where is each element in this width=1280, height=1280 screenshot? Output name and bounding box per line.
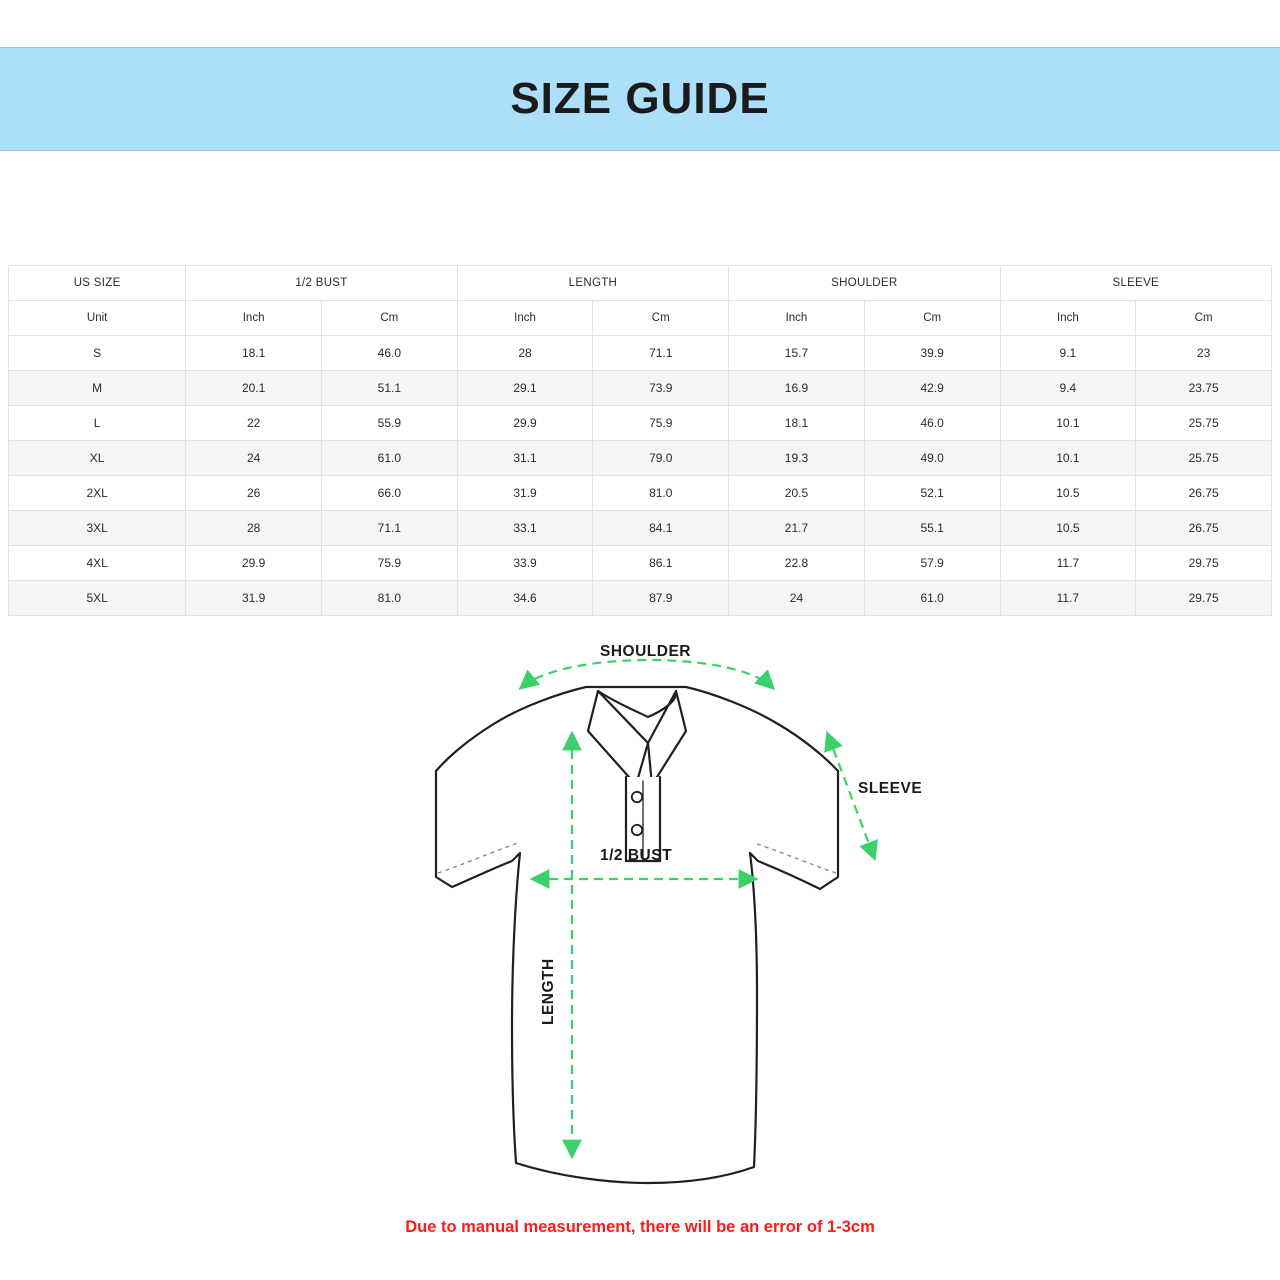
measure-cell: 81.0: [321, 581, 457, 616]
measure-cell: 55.1: [864, 511, 1000, 546]
page-title: SIZE GUIDE: [510, 74, 770, 123]
unit-sleeve-cm: Cm: [1136, 301, 1272, 336]
measure-cell: 49.0: [864, 441, 1000, 476]
unit-label: Unit: [9, 301, 186, 336]
measurement-disclaimer: Due to manual measurement, there will be an error of 1-3cm: [405, 1218, 875, 1236]
unit-shoulder-cm: Cm: [864, 301, 1000, 336]
measure-cell: 11.7: [1000, 581, 1136, 616]
measure-cell: 29.1: [457, 371, 593, 406]
measure-cell: 42.9: [864, 371, 1000, 406]
measure-cell: 73.9: [593, 371, 729, 406]
table-row: [9, 371, 1272, 406]
shoulder-measure-arrow: [522, 660, 772, 687]
table-row: [9, 441, 1272, 476]
measure-cell: 23: [1136, 336, 1272, 371]
measure-cell: 11.7: [1000, 546, 1136, 581]
measure-cell: 33.1: [457, 511, 593, 546]
table-row: [9, 581, 1272, 616]
measure-cell: 25.75: [1136, 441, 1272, 476]
measure-cell: 28: [186, 511, 322, 546]
measure-cell: 23.75: [1136, 371, 1272, 406]
measure-cell: 39.9: [864, 336, 1000, 371]
table-row: [9, 476, 1272, 511]
unit-sleeve-inch: Inch: [1000, 301, 1136, 336]
measure-cell: 29.75: [1136, 581, 1272, 616]
unit-length-cm: Cm: [593, 301, 729, 336]
measure-cell: 75.9: [593, 406, 729, 441]
measure-cell: 81.0: [593, 476, 729, 511]
measure-cell: 10.5: [1000, 511, 1136, 546]
measure-cell: 33.9: [457, 546, 593, 581]
measure-cell: 18.1: [729, 406, 865, 441]
measure-cell: 21.7: [729, 511, 865, 546]
unit-bust-cm: Cm: [321, 301, 457, 336]
measure-cell: 31.9: [186, 581, 322, 616]
size-label-cell: XL: [9, 441, 186, 476]
measure-cell: 24: [729, 581, 865, 616]
size-guide-banner: [0, 47, 1280, 151]
size-label-cell: 4XL: [9, 546, 186, 581]
table-row: [9, 546, 1272, 581]
measure-cell: 20.5: [729, 476, 865, 511]
label-bust: 1/2 BUST: [600, 847, 673, 864]
measure-cell: 61.0: [864, 581, 1000, 616]
measure-cell: 46.0: [864, 406, 1000, 441]
measure-cell: 71.1: [593, 336, 729, 371]
group-header-sleeve: SLEEVE: [1000, 266, 1271, 301]
measure-cell: 26.75: [1136, 511, 1272, 546]
measure-cell: 15.7: [729, 336, 865, 371]
size-table: [8, 265, 1272, 616]
measure-cell: 9.4: [1000, 371, 1136, 406]
measure-cell: 29.75: [1136, 546, 1272, 581]
measure-cell: 29.9: [457, 406, 593, 441]
measure-cell: 61.0: [321, 441, 457, 476]
table-row: [9, 406, 1272, 441]
measure-cell: 20.1: [186, 371, 322, 406]
measure-cell: 16.9: [729, 371, 865, 406]
measure-cell: 31.9: [457, 476, 593, 511]
measure-cell: 28: [457, 336, 593, 371]
measure-cell: 86.1: [593, 546, 729, 581]
size-label-cell: L: [9, 406, 186, 441]
table-row: [9, 336, 1272, 371]
size-label-cell: 5XL: [9, 581, 186, 616]
measure-cell: 10.1: [1000, 441, 1136, 476]
unit-shoulder-inch: Inch: [729, 301, 865, 336]
measure-cell: 84.1: [593, 511, 729, 546]
table-row: [9, 511, 1272, 546]
label-length: LENGTH: [540, 958, 557, 1025]
measure-cell: 34.6: [457, 581, 593, 616]
measure-cell: 46.0: [321, 336, 457, 371]
measure-cell: 24: [186, 441, 322, 476]
measure-cell: 79.0: [593, 441, 729, 476]
size-label-cell: M: [9, 371, 186, 406]
measure-cell: 26: [186, 476, 322, 511]
group-header-bust: 1/2 BUST: [186, 266, 457, 301]
measure-cell: 10.1: [1000, 406, 1136, 441]
measure-cell: 18.1: [186, 336, 322, 371]
unit-length-inch: Inch: [457, 301, 593, 336]
group-header-shoulder: SHOULDER: [729, 266, 1000, 301]
measure-cell: 57.9: [864, 546, 1000, 581]
table-unit-row: [9, 301, 1272, 336]
size-table-container: [8, 265, 1272, 616]
table-group-header-row: [9, 266, 1272, 301]
measure-cell: 31.1: [457, 441, 593, 476]
size-label-cell: 3XL: [9, 511, 186, 546]
group-header-us-size: US SIZE: [9, 266, 186, 301]
measure-cell: 10.5: [1000, 476, 1136, 511]
label-sleeve: SLEEVE: [858, 780, 923, 797]
size-label-cell: 2XL: [9, 476, 186, 511]
garment-illustration: [0, 625, 1280, 1205]
measure-cell: 22.8: [729, 546, 865, 581]
measure-cell: 9.1: [1000, 336, 1136, 371]
measure-cell: 71.1: [321, 511, 457, 546]
measure-cell: 29.9: [186, 546, 322, 581]
measure-cell: 19.3: [729, 441, 865, 476]
measure-cell: 87.9: [593, 581, 729, 616]
measure-cell: 51.1: [321, 371, 457, 406]
size-label-cell: S: [9, 336, 186, 371]
label-shoulder: SHOULDER: [600, 643, 691, 660]
measure-cell: 25.75: [1136, 406, 1272, 441]
measure-cell: 26.75: [1136, 476, 1272, 511]
measure-cell: 22: [186, 406, 322, 441]
group-header-length: LENGTH: [457, 266, 728, 301]
measure-cell: 55.9: [321, 406, 457, 441]
measure-cell: 52.1: [864, 476, 1000, 511]
measure-cell: 75.9: [321, 546, 457, 581]
unit-bust-inch: Inch: [186, 301, 322, 336]
measure-cell: 66.0: [321, 476, 457, 511]
